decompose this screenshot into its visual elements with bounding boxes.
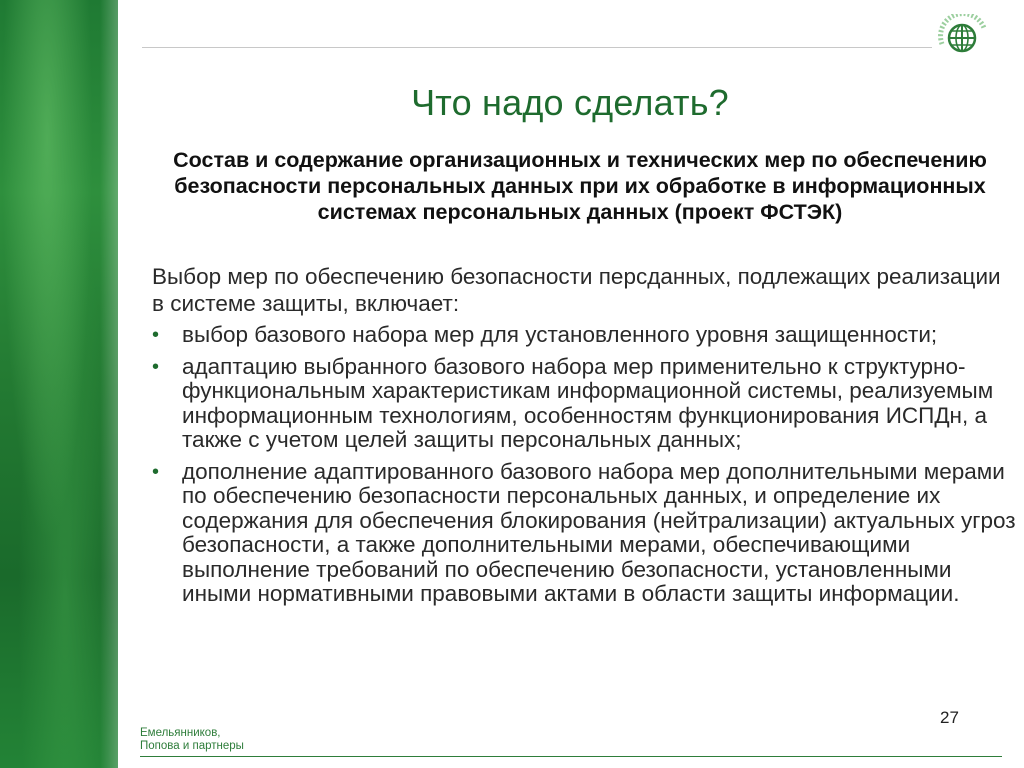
bullet-marker: • — [152, 355, 160, 378]
bullet-item — [152, 355, 1022, 453]
bullet-item — [152, 323, 1022, 348]
bottom-divider — [140, 756, 1002, 757]
globe-icon — [932, 14, 1000, 60]
firm-name-line1: Емельянников, — [140, 727, 221, 739]
slide-subtitle: Состав и содержание организационных и технических мер по обеспечению безопасности персональных данных при их обработке в информационных системах персональных данных (проект ФСТЭК) — [173, 148, 987, 224]
bullet-marker: • — [152, 324, 160, 346]
bullet-text: выбор базового набора мер для установленного уровня защищенности; — [182, 322, 938, 347]
bullet-item — [152, 460, 1022, 607]
green-sidebar — [0, 0, 118, 768]
top-divider — [142, 47, 932, 48]
bullet-list — [152, 323, 1022, 614]
intro-paragraph: Выбор мер по обеспечению безопасности персданных, подлежащих реализации в системе защиты, включает: — [152, 264, 1001, 316]
agency-logo — [932, 14, 1000, 60]
bullet-marker: • — [152, 460, 160, 483]
slide-title: Что надо сделать? — [411, 82, 729, 123]
page-number: 27 — [940, 708, 959, 727]
bullet-text: дополнение адаптированного базового набора мер дополнительными мерами по обеспечению безопасности персональных данных, и определение их содержания для обеспечения блокирования (нейтрализации) актуальных угроз безопасности, а также дополнительными мерами, обеспечивающими выполнение требований по обеспечению безопасности, установленными иными нормативными правовыми актами в области защиты информации. — [182, 458, 1016, 606]
firm-logo — [140, 727, 340, 753]
bullet-text: адаптацию выбранного базового набора мер применительно к структурно-функциональным характеристикам информационной системы, реализуемым информационным технологиям, особенностям функционирования ИСПДн, а также с учетом целей защиты персональных данных; — [182, 353, 994, 452]
firm-name-line2: Попова и партнеры — [140, 740, 244, 752]
